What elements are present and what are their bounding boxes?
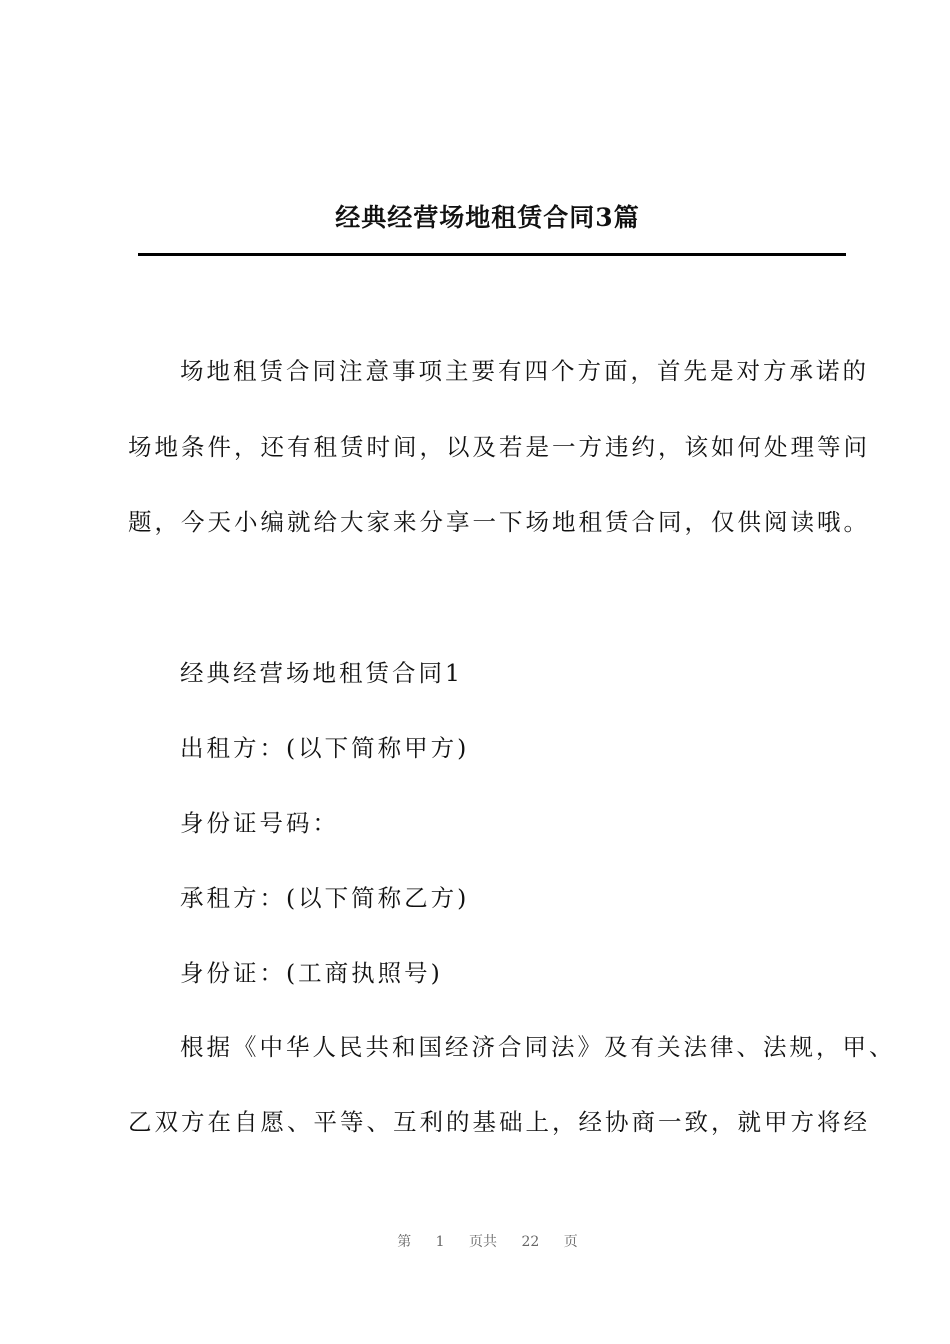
field-lessee: 承租方：(以下简称乙方) [180,884,470,912]
footer-mid: 页共 [469,1234,498,1250]
body-line-2: 乙双方在自愿、平等、互利的基础上，经协商一致，就甲方将经 [128,1108,870,1136]
footer-page-number: 1 [435,1234,445,1250]
field-lessor: 出租方：(以下简称甲方) [180,734,470,762]
footer-total-pages: 22 [521,1234,540,1250]
body-line-1: 根据《中华人民共和国经济合同法》及有关法律、法规，甲、 [180,1033,896,1061]
field-lessee-id: 身份证：(工商执照号) [180,959,443,987]
intro-line-3: 题，今天小编就给大家来分享一下场地租赁合同，仅供阅读哦。 [128,508,870,536]
section-heading: 经典经营场地租赁合同1 [180,659,463,687]
intro-line-2: 场地条件，还有租赁时间，以及若是一方违约，该如何处理等问 [128,433,870,461]
footer-prefix: 第 [397,1234,412,1250]
footer-suffix: 页 [563,1234,578,1250]
intro-line-1: 场地租赁合同注意事项主要有四个方面，首先是对方承诺的 [180,357,869,385]
title-underline [138,253,846,256]
page-footer [0,1231,950,1251]
field-lessor-id: 身份证号码： [180,809,339,837]
document-title: 经典经营场地租赁合同3篇 [335,203,640,232]
